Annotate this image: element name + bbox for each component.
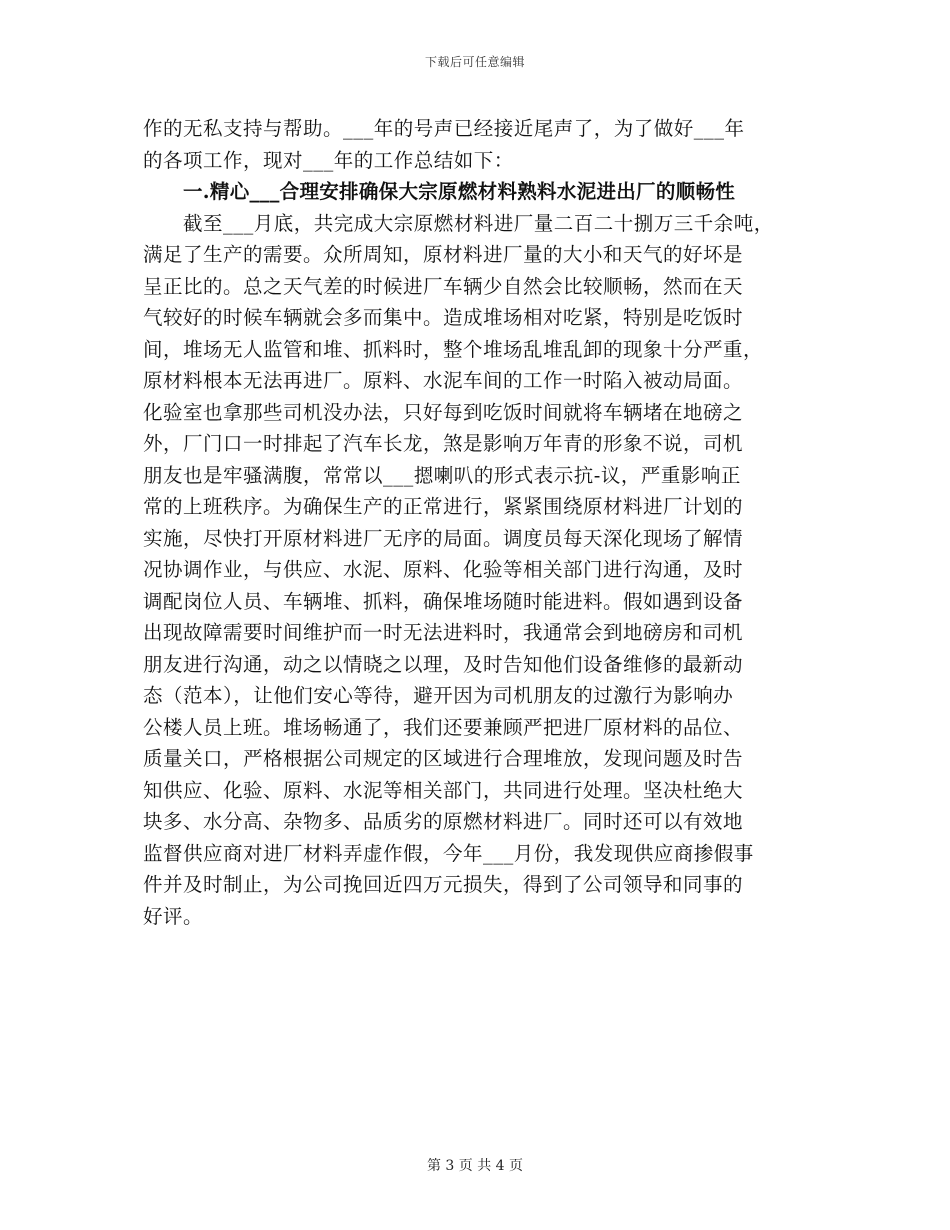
text-line: 公楼人员上班。堆场畅通了，我们还要兼顾严把进厂原材料的品位、 [143,715,744,739]
text-line: 作的无私支持与帮助。___年的号声已经接近尾声了，为了做好___年 [143,117,745,140]
page-header: 下载后可任意编辑 [424,55,525,69]
text-line: 满足了生产的需要。众所周知，原材料进厂量的大小和天气的好坏是 [143,243,744,266]
text-line: 调配岗位人员、车辆堆、抓料，确保堆场随时能进料。假如遇到设备 [143,589,744,613]
text-line: 知供应、化验、原料、水泥等相关部门，共同进行处理。坚决杜绝大 [143,778,744,802]
document-body [143,113,813,932]
text-line: 的各项工作，现对___年的工作总结如下： [143,148,514,172]
page-footer: 第 3 页 共 4 页 [426,1158,524,1174]
text-line: 间，堆场无人监管和堆、抓料时，整个堆场乱堆乱卸的现象十分严重， [143,337,764,361]
text-line: 况协调作业，与供应、水泥、原料、化验等相关部门进行沟通，及时 [143,558,744,581]
text-line: 呈正比的。总之天气差的时候进厂车辆少自然会比较顺畅，然而在天 [143,274,744,298]
text-line: 态（范本），让他们安心等待，避开因为司机朋友的过激行为影响办 [143,684,734,707]
section-heading: 一.精心___合理安排确保大宗原燃材料熟料水泥进出厂的顺畅性 [183,180,736,203]
text-line: 出现故障需要时间维护而一时无法进料时，我通常会到地磅房和司机 [143,621,744,644]
text-line: 块多、水分高、杂物多、品质劣的原燃材料进厂。同时还可以有效地 [143,810,744,833]
text-line: 朋友进行沟通，动之以情晓之以理，及时告知他们设备维修的最新动 [143,652,744,676]
text-line: 朋友也是牢骚满腹，常常以___摁喇叭的形式表示抗-议，严重影响正 [143,463,741,487]
text-line: 原材料根本无法再进厂。原料、水泥车间的工作一时陷入被动局面。 [143,369,744,392]
text-line: 常的上班秩序。为确保生产的正常进行，紧紧围绕原材料进厂计划的 [143,495,744,518]
text-line: 件并及时制止，为公司挽回近四万元损失，得到了公司领导和同事的 [143,873,744,896]
text-line: 监督供应商对进厂材料弄虚作假，今年___月份，我发现供应商掺假事 [143,841,754,865]
text-line: 外，厂门口一时排起了汽车长龙，煞是影响万年青的形象不说，司机 [143,432,744,455]
text-line: 好评。 [143,904,204,928]
text-line: 气较好的时候车辆就会多而集中。造成堆场相对吃紧，特别是吃饭时 [143,306,744,329]
text-line: 实施，尽快打开原材料进厂无序的局面。调度员每天深化现场了解情 [143,526,744,550]
text-line: 化验室也拿那些司机没办法，只好每到吃饭时间就将车辆堵在地磅之 [143,400,744,424]
text-line: 截至___月底，共完成大宗原燃材料进厂量二百二十捌万三千余吨， [143,211,774,235]
text-line: 质量关口，严格根据公司规定的区域进行合理堆放，发现问题及时告 [143,747,744,770]
